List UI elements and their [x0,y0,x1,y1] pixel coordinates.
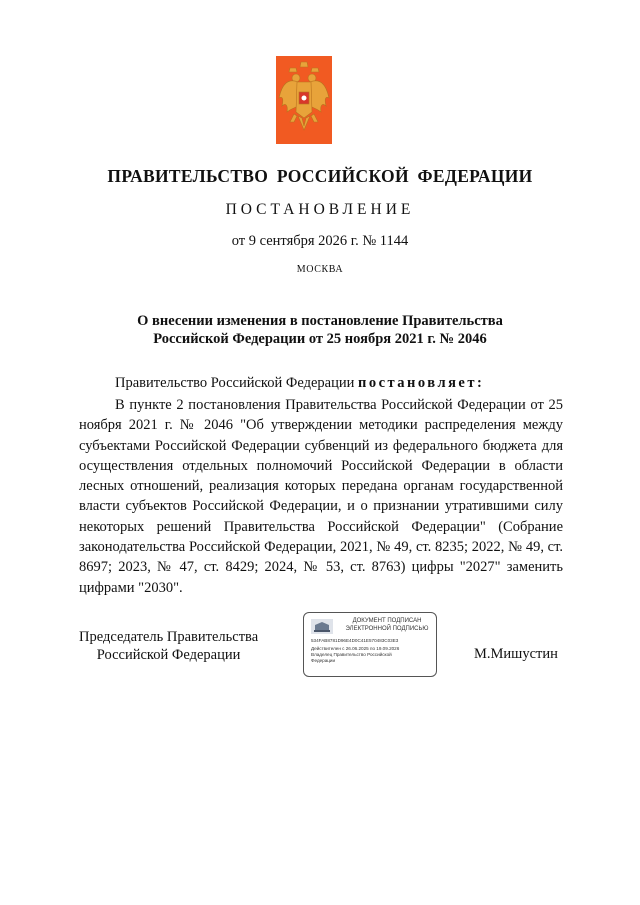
electronic-signature-stamp [303,612,437,677]
stamp-title [340,618,434,633]
state-emblem-icon [276,56,332,144]
stamp-owner: Федерации [311,658,336,663]
stamp-title-line: ЭЛЕКТРОННОЙ ПОДПИСЬЮ [345,625,429,632]
subject-line: Российской Федерации от 25 ноября 2021 г. № 2046 [153,331,487,347]
decree-paragraph: В пункте 2 постановления Правительства Российской Федерации от 25 ноября 2021 г. № 2046 "Об утверждении методики распределения между субъектами Российской Федерации субвенций из федерального бюджета для осуществления отдельных полномочий Российской Федерации в области лесных отношений, реализация которых передана органам государственной власти субъектов Российской Федерации, и о признании утратившими силу некоторых решений Правительства Российской Федерации" (Собрание законодательства Российской Федерации, 2021, № 49, ст. 8235; 2022, № 49, ст. 8697; 2023, № 47, ст. 8429; 2024, № 53, ст. 8763) цифры "2027" заменить цифрами "2030". [79,397,563,596]
stamp-certificate: 534FAB8781D96E4D0C41E570483C03E3 [311,638,399,643]
signatory-position-line: Председатель Правительства [79,629,259,645]
stamp-emblem-icon [311,619,333,634]
document-type: ПОСТАНОВЛЕНИЕ [225,201,415,218]
document-subject [0,312,640,348]
stamp-owner: Владелец Правительство Российской [311,652,392,657]
signatory-position-line: Российской Федерации [96,647,241,663]
decree-intro-text: Правительство Российской Федерации [115,375,358,391]
stamp-validity: Действителен с 26.06.2025 по 19.09.2026 [311,646,400,651]
decree-keyword: постановляет: [357,375,485,391]
signatory-name: М.Мишустин [474,646,558,662]
government-title: ПРАВИТЕЛЬСТВО РОССИЙСКОЙ ФЕДЕРАЦИИ [107,166,533,186]
signatory-position [79,628,258,664]
document-city: МОСКВА [296,264,344,275]
decree-intro [115,375,484,392]
stamp-title-line: ДОКУМЕНТ ПОДПИСАН [352,618,422,624]
subject-line: О внесении изменения в постановление Правительства [137,313,503,329]
document-date-number: от 9 сентября 2026 г. № 1144 [231,233,409,249]
